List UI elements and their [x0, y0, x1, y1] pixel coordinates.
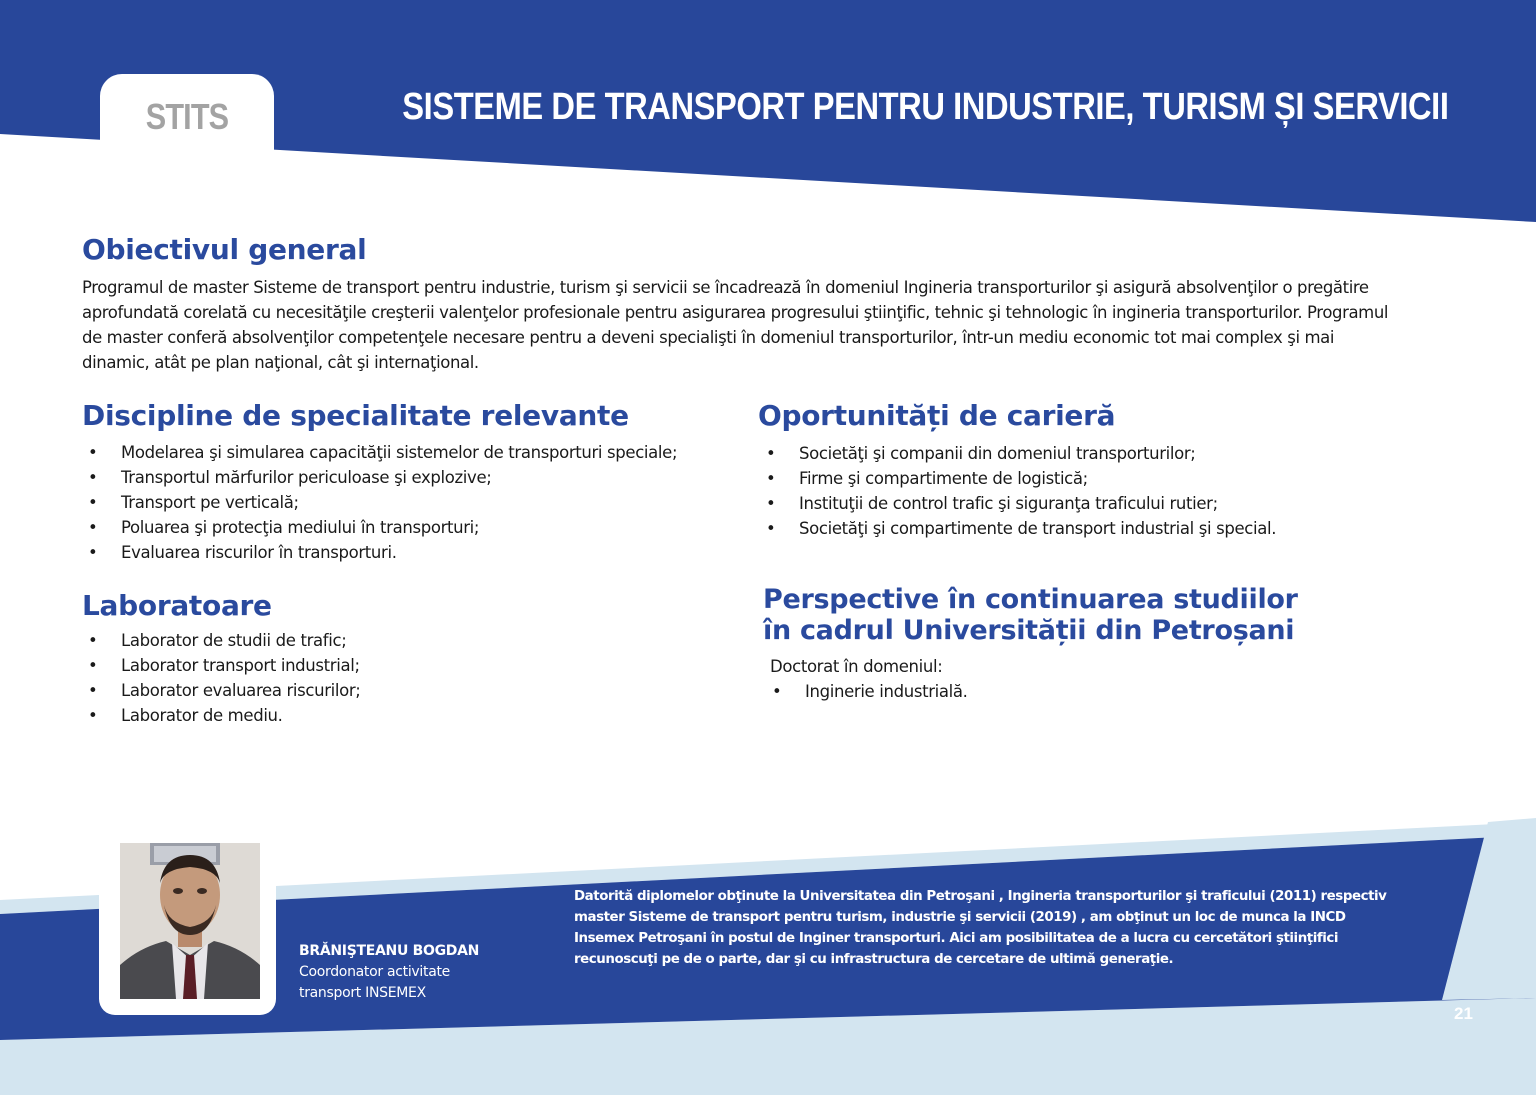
careers-heading: Oportunități de carieră: [758, 399, 1116, 432]
bullet-icon: •: [88, 543, 98, 562]
perspective-list: [766, 679, 968, 704]
bullet-icon: •: [88, 518, 98, 537]
list-item: • Laborator de studii de trafic;: [82, 628, 361, 653]
bullet-icon: •: [88, 656, 98, 675]
page-number: 21: [1454, 1004, 1473, 1023]
perspective-heading: [763, 584, 1383, 646]
objective-text: Programul de master Sisteme de transport pentru industrie, turism şi servicii se încadrează în domeniul Ingineria transporturilor şi asigură absolvenţilor o pregătire aprofundată corelată cu necesităţile creşterii valenţelor profesionale pentru asigurarea progresului ştiinţific, tehnic şi tehnologic în ingineria transporturilor. Programul de master conferă absolvenţilor competenţele necesare pentru a deveni specialişti în domeniul transporturilor, într-un mediu economic tot mai complex şi mai dinamic, atât pe plan naţional, cât şi internaţional.: [82, 278, 1389, 372]
list-item: • Laborator de mediu.: [82, 703, 361, 728]
bullet-icon: •: [766, 519, 776, 538]
person-role-line1: Coordonator activitate: [299, 964, 450, 980]
disciplines-list: [82, 440, 677, 565]
page-title: SISTEME DE TRANSPORT PENTRU INDUSTRIE, TURISM ȘI SERVICII: [401, 86, 1448, 128]
person-portrait-icon: [120, 843, 260, 999]
labs-list: [82, 628, 361, 728]
perspective-heading-line1: Perspective în continuarea studiilor: [763, 584, 1298, 615]
bullet-icon: •: [88, 681, 98, 700]
program-tab: [100, 74, 274, 164]
list-item: • Poluarea şi protecţia mediului în transporturi;: [82, 515, 677, 540]
doctorate-label: Doctorat în domeniul:: [770, 657, 943, 676]
person-role-line2: transport INSEMEX: [299, 985, 426, 1001]
disciplines-heading: Discipline de specialitate relevante: [82, 399, 629, 432]
list-item: • Evaluarea riscurilor în transporturi.: [82, 540, 677, 565]
list-item: • Modelarea şi simularea capacităţii sistemelor de transporturi speciale;: [82, 440, 677, 465]
bullet-icon: •: [772, 682, 782, 701]
list-item: • Laborator evaluarea riscurilor;: [82, 678, 361, 703]
bullet-icon: •: [766, 469, 776, 488]
bullet-icon: •: [88, 631, 98, 650]
list-item: • Societăţi şi companii din domeniul transporturilor;: [760, 441, 1276, 466]
testimonial-text: Datorită diplomelor obţinute la Universitatea din Petroşani , Ingineria transporturilor şi traficului (2011) respectiv master Sisteme de transport pentru turism, industrie şi servicii (2019) , am obţinut un loc de munca la INCD Insemex Petroşani în postul de Inginer transporturi. Aici am posibilitatea de a lucra cu cercetători ştiinţifici recunoscuţi pe de o parte, dar şi cu infrastructura de cercetare de ultimă generaţie.: [574, 889, 1387, 967]
objective-heading: Obiectivul general: [82, 233, 367, 266]
photo-card: [99, 827, 276, 1015]
bullet-icon: •: [88, 706, 98, 725]
list-item: • Inginerie industrială.: [766, 679, 968, 704]
careers-list: [760, 441, 1276, 541]
bullet-icon: •: [766, 494, 776, 513]
list-item: • Laborator transport industrial;: [82, 653, 361, 678]
bullet-icon: •: [88, 493, 98, 512]
program-code: STITS: [145, 96, 229, 137]
list-item: • Societăţi şi compartimente de transport industrial şi special.: [760, 516, 1276, 541]
perspective-heading-line2: în cadrul Universității din Petroșani: [763, 615, 1295, 646]
bullet-icon: •: [766, 444, 776, 463]
testimonial-person: [299, 941, 479, 1004]
bullet-icon: •: [88, 468, 98, 487]
list-item: • Transportul mărfurilor periculoase şi explozive;: [82, 465, 677, 490]
bullet-icon: •: [88, 443, 98, 462]
labs-heading: Laboratoare: [82, 589, 272, 622]
list-item: • Transport pe verticală;: [82, 490, 677, 515]
list-item: • Instituţii de control trafic şi siguranţa traficului rutier;: [760, 491, 1276, 516]
list-item: • Firme şi compartimente de logistică;: [760, 466, 1276, 491]
person-name: BRĂNIŞTEANU BOGDAN: [299, 943, 480, 959]
